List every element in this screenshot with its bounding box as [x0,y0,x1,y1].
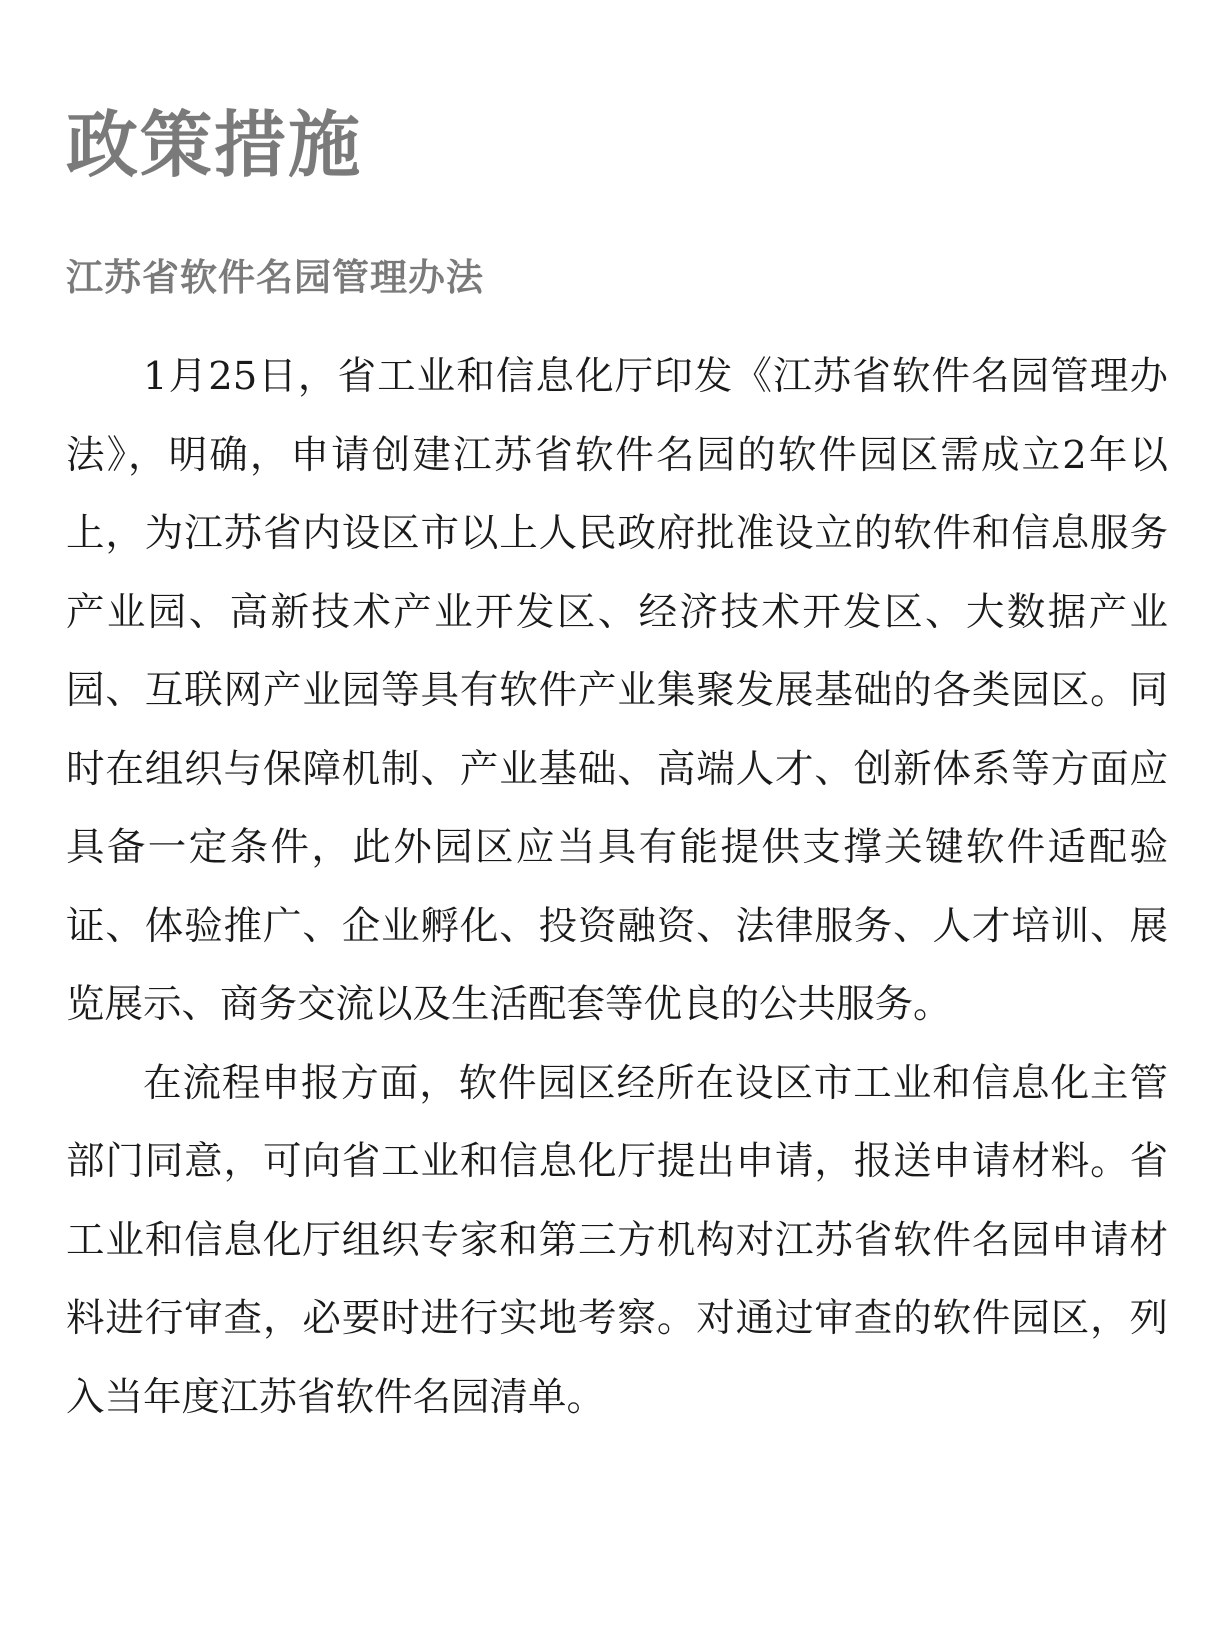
article-title: 江苏省软件名园管理办法 [66,255,484,299]
article-paragraph: 1月25日，省工业和信息化厅印发《江苏省软件名园管理办法》，明确，申请创建江苏省软件名园的软件园区需成立2年以上，为江苏省内设区市以上人民政府批准设立的软件和信息服务产业园、高新技术产业开发区、经济技术开发区、大数据产业园、互联网产业园等具有软件产业集聚发展基础的各类园区。同时在组织与保障机制、产业基础、高端人才、创新体系等方面应具备一定条件，此外园区应当具有能提供支撑关键软件适配验证、体验推广、企业孵化、投资融资、法律服务、人才培训、展览展示、商务交流以及生活配套等优良的公共服务。 [66,354,1168,1027]
article-paragraph: 在流程申报方面，软件园区经所在设区市工业和信息化主管部门同意，可向省工业和信息化厅提出申请，报送申请材料。省工业和信息化厅组织专家和第三方机构对江苏省软件名园申请材料进行审查，必要时进行实地考察。对通过审查的软件园区，列入当年度江苏省软件名园清单。 [66,1060,1168,1420]
section-title: 政策措施 [66,103,363,187]
